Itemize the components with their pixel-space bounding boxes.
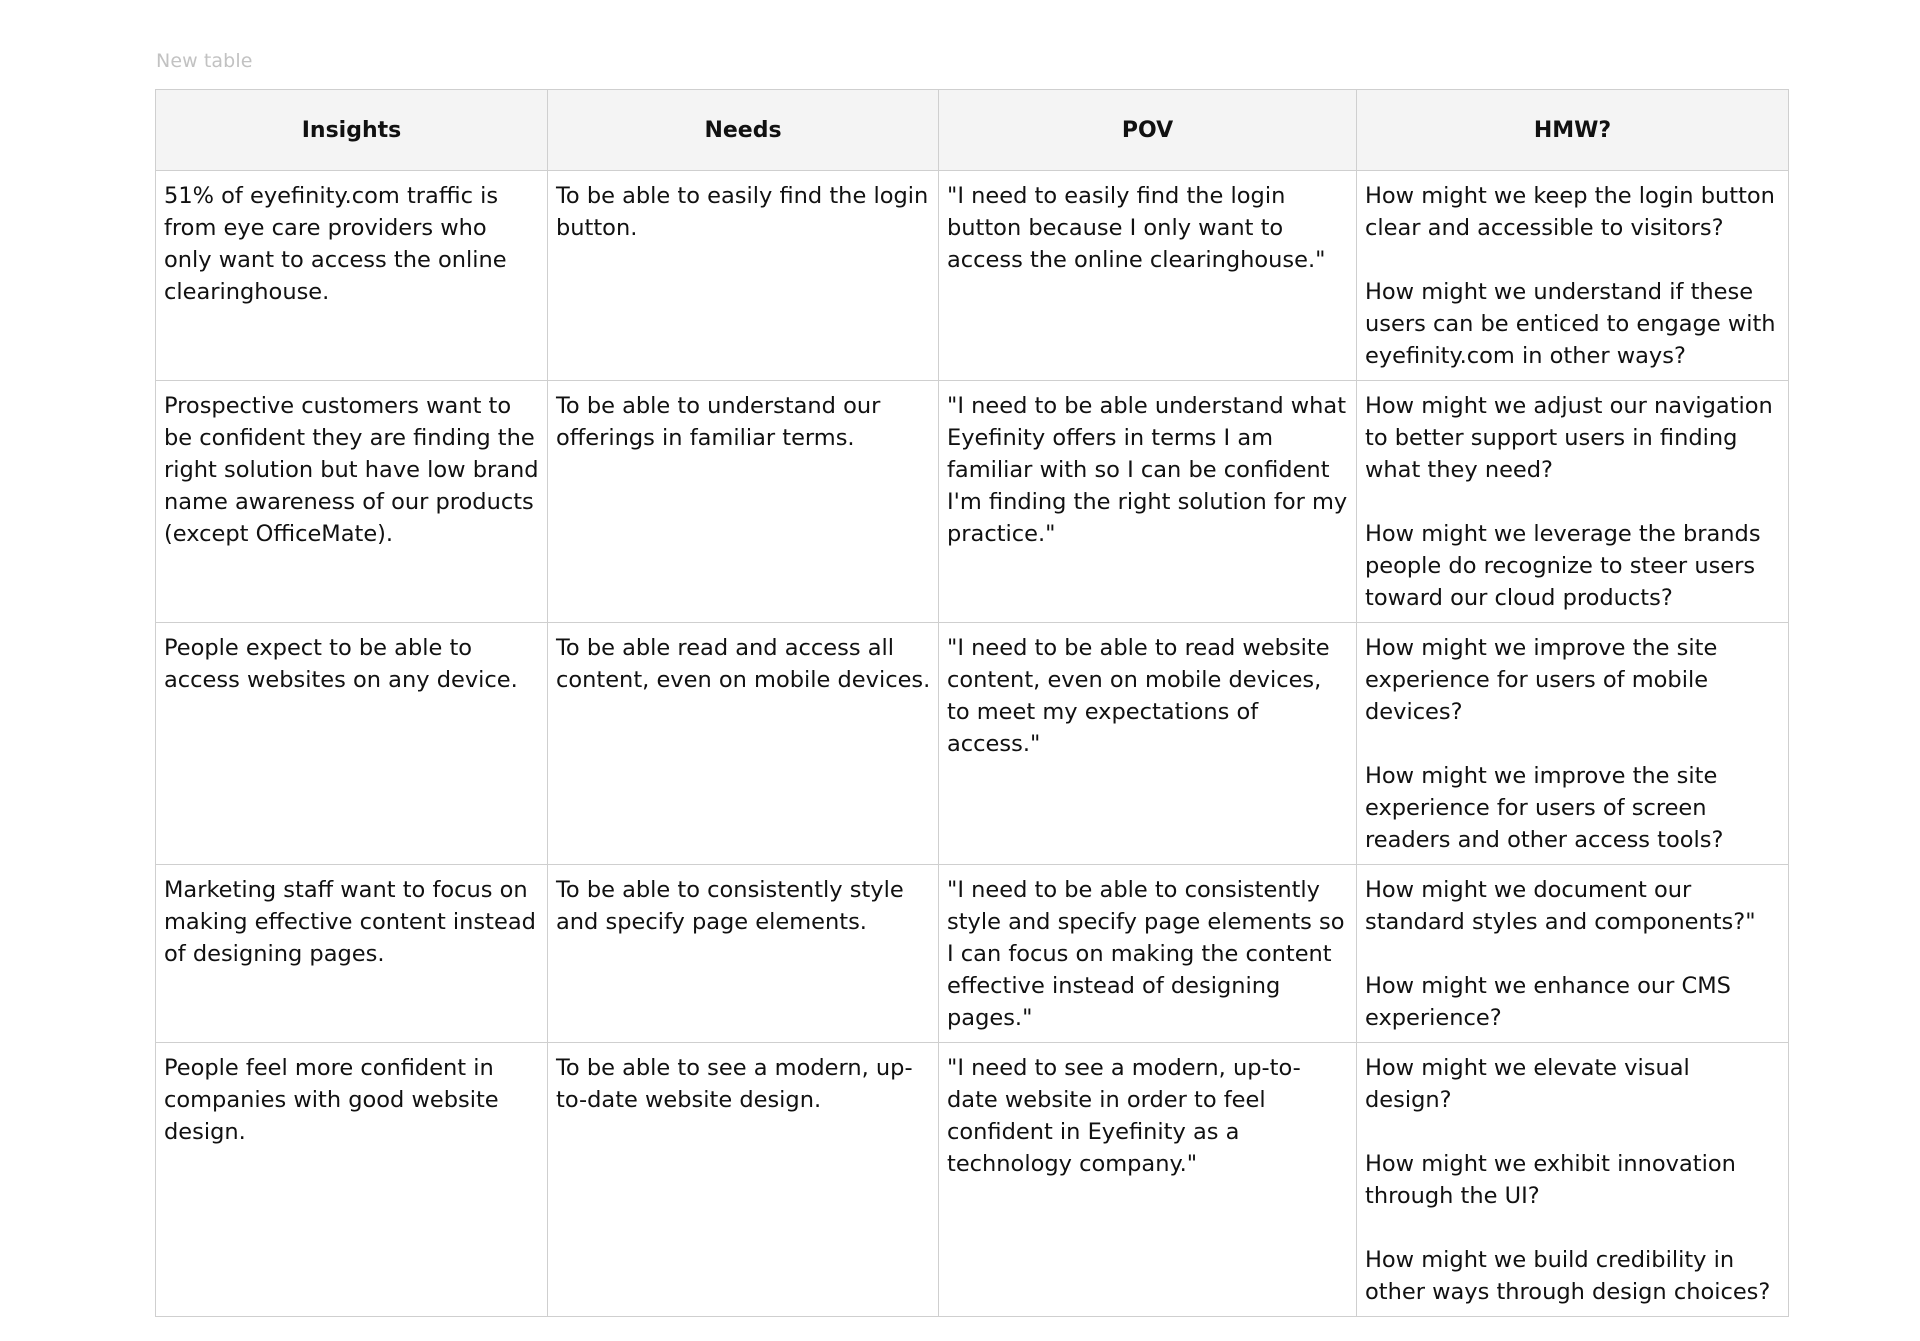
hmw-question: How might we adjust our navigation to better support users in finding what they need? [1365,393,1773,483]
table-row [156,171,1789,381]
hmw-question: How might we document our standard styles and components?" [1365,877,1756,935]
insights-table-container [155,89,1788,1317]
need-cell: To be able read and access all content, even on mobile devices. [548,623,939,865]
header-needs: Needs [548,90,939,171]
table-header [156,90,1789,171]
hmw-cell [1357,171,1789,381]
insight-cell: Prospective customers want to be confident they are finding the right solution but have low brand name awareness of our products (except OfficeMate). [156,381,548,623]
need-cell: To be able to consistently style and specify page elements. [548,865,939,1043]
pov-cell: "I need to be able to read website content, even on mobile devices, to meet my expectations of access." [939,623,1357,865]
need-cell: To be able to understand our offerings in familiar terms. [548,381,939,623]
table-body [156,171,1789,1317]
header-hmw: HMW? [1357,90,1789,171]
header-row [156,90,1789,171]
hmw-question: How might we understand if these users can be enticed to engage with eyefinity.com in other ways? [1365,279,1776,369]
pov-cell: "I need to see a modern, up-to-date website in order to feel confident in Eyefinity as a technology company." [939,1043,1357,1317]
pov-cell: "I need to be able to consistently style and specify page elements so I can focus on making the content effective instead of designing pages." [939,865,1357,1043]
hmw-cell [1357,1043,1789,1317]
table-row [156,381,1789,623]
table-row [156,623,1789,865]
header-pov: POV [939,90,1357,171]
hmw-question: How might we enhance our CMS experience? [1365,973,1731,1031]
hmw-cell [1357,381,1789,623]
need-cell: To be able to easily find the login button. [548,171,939,381]
pov-cell: "I need to be able understand what Eyefinity offers in terms I am familiar with so I can be confident I'm finding the right solution for my practice." [939,381,1357,623]
hmw-question: How might we improve the site experience for users of screen readers and other access tools? [1365,763,1724,853]
table-row [156,865,1789,1043]
pov-cell: "I need to easily find the login button because I only want to access the online clearinghouse." [939,171,1357,381]
hmw-cell [1357,623,1789,865]
hmw-question: How might we leverage the brands people do recognize to steer users toward our cloud products? [1365,521,1761,611]
insight-cell: People expect to be able to access websites on any device. [156,623,548,865]
hmw-question: How might we build credibility in other ways through design choices? [1365,1247,1771,1305]
hmw-question: How might we elevate visual design? [1365,1055,1690,1113]
insights-table [155,89,1789,1317]
hmw-cell [1357,865,1789,1043]
hmw-question: How might we exhibit innovation through the UI? [1365,1151,1736,1209]
header-insights: Insights [156,90,548,171]
table-caption: New table [156,50,253,72]
hmw-question: How might we keep the login button clear and accessible to visitors? [1365,183,1775,241]
insight-cell: Marketing staff want to focus on making effective content instead of designing pages. [156,865,548,1043]
need-cell: To be able to see a modern, up-to-date website design. [548,1043,939,1317]
hmw-question: How might we improve the site experience for users of mobile devices? [1365,635,1718,725]
insight-cell: People feel more confident in companies with good website design. [156,1043,548,1317]
insight-cell: 51% of eyefinity.com traffic is from eye care providers who only want to access the online clearinghouse. [156,171,548,381]
table-row [156,1043,1789,1317]
